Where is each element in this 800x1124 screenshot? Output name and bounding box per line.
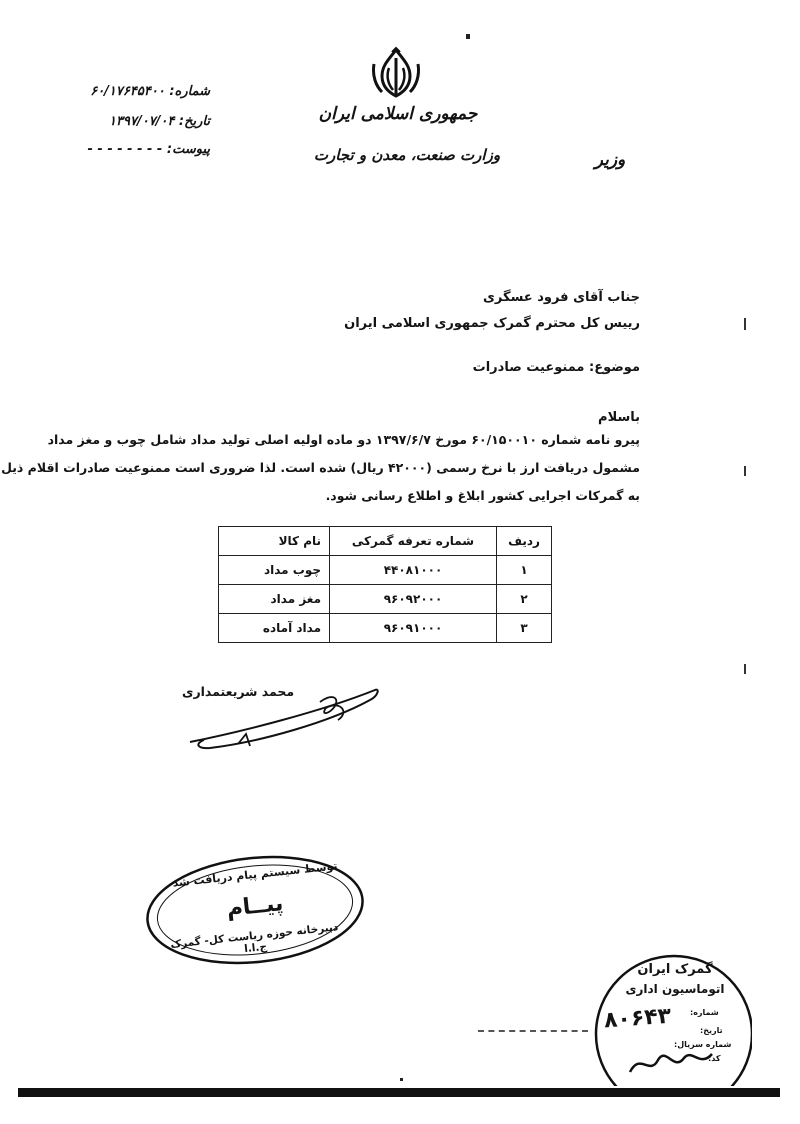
letter-date: [75, 114, 210, 134]
date-label: تاریخ:: [178, 114, 210, 129]
corner-mark: [466, 34, 470, 39]
country-title: جمهوری اسلامی ایران: [318, 104, 478, 124]
signature-scribble: [180, 682, 390, 757]
attachment-dashes: - - - - - - - -: [87, 142, 163, 157]
number-label: شماره:: [169, 84, 210, 99]
body-line-3: به گمرکات اجرایی کشور ابلاغ و اطلاع رسانی شود.: [325, 488, 640, 503]
customs-stamp-date-label: تاریخ:: [700, 1026, 723, 1035]
header-item-name: نام کالا: [219, 527, 330, 556]
customs-stamp-number: ۸۰۶۴۳: [603, 1003, 672, 1034]
payam-received-stamp: [140, 850, 370, 970]
ministry-title: وزارت صنعت، معدن و تجارت: [313, 146, 501, 164]
subject-text: ممنوعیت صادرات: [472, 360, 585, 375]
customs-stamp-scribble: [626, 1042, 716, 1082]
tariff-code: ۹۶۰۹۲۰۰۰: [330, 585, 497, 614]
letter-number: [75, 84, 210, 104]
header-row-number: ردیف: [497, 527, 552, 556]
scan-dashes: [478, 1030, 588, 1034]
scan-dot: [400, 1078, 403, 1081]
date-value: ۱۳۹۷/۰۷/۰۴: [109, 114, 175, 129]
customs-automation-stamp: [590, 950, 752, 1086]
header-tariff-code: شماره تعرفه گمرکی: [330, 527, 497, 556]
row-number: ۳: [497, 614, 552, 643]
margin-mark: [744, 664, 746, 674]
number-value: ۶۰/۱۷۶۴۵۴۰۰: [90, 84, 165, 99]
customs-stamp-serial-label: شماره سریال:: [674, 1040, 732, 1049]
margin-mark: [744, 466, 746, 476]
table-header-row: [219, 527, 552, 556]
body-line-2: مشمول دریافت ارز با نرخ رسمی (۴۲۰۰۰ ریال) شده است. لذا ضروری است ممنوعیت صادرات اقلام ذیل: [1, 460, 640, 475]
body-line-1: پیرو نامه شماره ۶۰/۱۵۰۰۱۰ مورخ ۱۳۹۷/۶/۷ دو ماده اولیه اصلی تولید مداد شامل چوب و مغز مداد: [47, 432, 640, 447]
table-row: [219, 585, 552, 614]
scan-bottom-bar: [18, 1088, 780, 1097]
customs-stamp-line1: اتوماسیون اداری: [625, 982, 725, 996]
table-row: [219, 556, 552, 585]
tariff-table: [218, 526, 552, 643]
item-name: چوب مداد: [219, 556, 330, 585]
subject: [473, 360, 640, 375]
table-row: [219, 614, 552, 643]
signatory-name: محمد شریعتمداری: [182, 684, 295, 699]
customs-stamp-top: گمرک ایران: [637, 962, 713, 977]
recipient-line-1: جناب آقای فرود عسگری: [483, 290, 640, 305]
row-number: ۲: [497, 585, 552, 614]
margin-mark: [744, 318, 746, 330]
subject-label: موضوع:: [589, 360, 640, 375]
letter-attachment: [75, 142, 210, 162]
payam-stamp-center: پیــام: [225, 891, 285, 922]
payam-stamp-top: توسط سیستم پیام دریافت شد: [171, 859, 339, 890]
row-number: ۱: [497, 556, 552, 585]
attachment-label: پیوست:: [166, 142, 210, 157]
iran-emblem: [368, 46, 424, 100]
customs-stamp-code-label: کد:: [708, 1054, 721, 1063]
item-name: مداد آماده: [219, 614, 330, 643]
office-title: وزیر: [594, 150, 626, 170]
payam-stamp-bottom: دبیرخانه حوزه ریاست کل- گمرک ج.ا.ا: [169, 921, 339, 956]
salutation: باسلام: [598, 410, 640, 425]
recipient-line-2: رییس کل محترم گمرک جمهوری اسلامی ایران: [344, 316, 640, 331]
tariff-code: ۴۴۰۸۱۰۰۰: [330, 556, 497, 585]
customs-stamp-number-label: شماره:: [690, 1008, 719, 1017]
tariff-code: ۹۶۰۹۱۰۰۰: [330, 614, 497, 643]
item-name: مغز مداد: [219, 585, 330, 614]
